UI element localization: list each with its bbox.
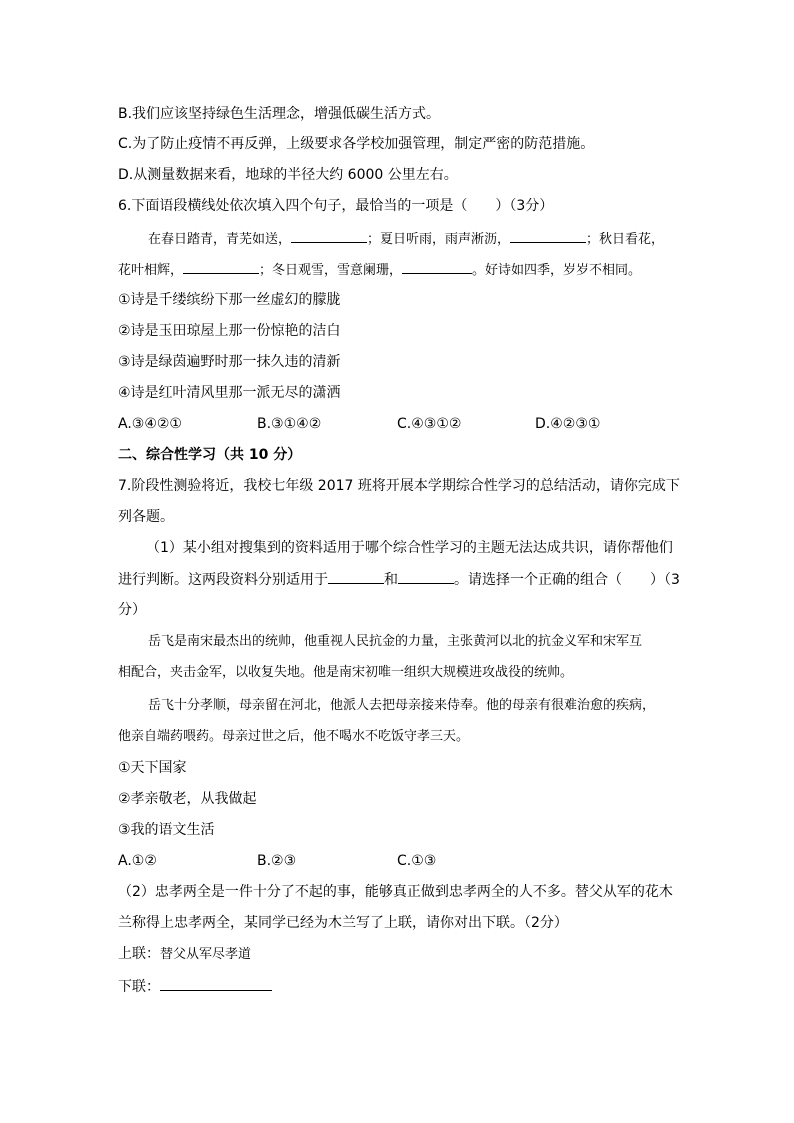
q6-sentence-4: ④诗是红叶清风里那一派无尽的潇洒 — [118, 385, 341, 401]
q7-stem-line2: 列各题。 — [118, 509, 174, 525]
q7-option-b: B.②③ — [257, 853, 297, 869]
q6-passage-text: ；秋日看花， — [586, 232, 665, 247]
q6-sentence-2: ②诗是玉田琼屋上那一份惊艳的洁白 — [118, 323, 341, 339]
q5-option-b: B.我们应该坚持绿色生活理念，增强低碳生活方式。 — [118, 106, 441, 122]
q6-passage-text: 。好诗如四季，岁岁不相同。 — [472, 263, 642, 278]
q6-passage-text: 花叶相辉， — [118, 263, 184, 278]
q6-stem: 6.下面语段横线处依次填入四个句子，最恰当的一项是（ ）（3分） — [118, 198, 554, 214]
material-1-line1: 岳飞是南宋最杰出的统帅，他重视人民抗金的力量，主张黄河以北的抗金义军和宋军互 — [148, 634, 643, 649]
q7-part1-text: 。请选择一个正确的组合（ ）（3 — [454, 572, 680, 588]
q6-option-c: C.④③①② — [397, 416, 462, 432]
q7-option-a: A.①② — [118, 853, 157, 869]
answer-blank — [183, 259, 259, 274]
q6-sentence-3: ③诗是绿茵遍野时那一抹久违的清新 — [118, 354, 341, 370]
lower-couplet-label: 下联： — [118, 979, 160, 995]
q7-part1-line2 — [118, 569, 680, 590]
q6-passage-line1 — [148, 228, 664, 250]
answer-blank — [398, 569, 454, 584]
q5-option-d: D.从测量数据来看，地球的半径大约 6000 公里左右。 — [118, 167, 458, 183]
q7-part1-text: 和 — [384, 572, 398, 588]
q7-topic-2: ②孝亲敬老，从我做起 — [118, 791, 257, 807]
q6-option-d: D.④②③① — [535, 416, 601, 432]
material-1-line2: 相配合，夹击金军，以收复失地。他是南宋初唯一组织大规模进攻战役的统帅。 — [118, 665, 574, 680]
q7-part2-line2: 兰称得上忠孝两全，某同学已经为木兰写了上联，请你对出下联。（2分） — [118, 915, 568, 931]
q6-sentence-1: ①诗是千缕缤纷下那一丝虚幻的朦胧 — [118, 292, 341, 308]
q7-stem-line1: 7.阶段性测验将近，我校七年级 2017 班将开展本学期综合性学习的总结活动，请你完成下 — [118, 478, 680, 494]
answer-blank — [510, 228, 586, 243]
lower-couplet — [118, 976, 272, 997]
answer-blank — [291, 228, 367, 243]
lower-couplet-answer-blank — [160, 976, 272, 991]
answer-blank — [328, 569, 384, 584]
upper-couplet-text: 替父从军尽孝道 — [160, 947, 252, 962]
upper-couplet — [118, 944, 251, 965]
q6-option-a: A.③④②① — [118, 416, 182, 432]
q6-passage-text: ；夏日听雨，雨声淅沥， — [367, 232, 511, 247]
q7-part1-text: 进行判断。这两段资料分别适用于 — [118, 572, 328, 588]
q7-part1-line1: （1）某小组对搜集到的资料适用于哪个综合性学习的主题无法达成共识，请你帮他们 — [146, 540, 673, 556]
q7-topic-3: ③我的语文生活 — [118, 822, 215, 838]
q7-topic-1: ①天下国家 — [118, 760, 187, 776]
q5-option-c: C.为了防止疫情不再反弹，上级要求各学校加强管理，制定严密的防范措施。 — [118, 136, 595, 152]
material-2-line1: 岳飞十分孝顺，母亲留在河北，他派人去把母亲接来侍奉。他的母亲有很难治愈的疾病， — [148, 698, 656, 713]
answer-blank — [402, 259, 472, 274]
material-2-line2: 他亲自端药喂药。母亲过世之后，他不喝水不吃饭守孝三天。 — [118, 729, 470, 744]
q7-option-c: C.①③ — [397, 853, 437, 869]
section-2-title: 二、综合性学习（共 10 分） — [118, 447, 302, 463]
q7-part2-line1: （2）忠孝两全是一件十分了不起的事，能够真正做到忠孝两全的人不多。替父从军的花木 — [118, 884, 673, 900]
q6-passage-text: 在春日踏青，青芜如送， — [148, 232, 292, 247]
q6-passage-text: ；冬日观雪，雪意阑珊， — [259, 263, 403, 278]
q6-passage-line2 — [118, 259, 641, 281]
upper-couplet-label: 上联： — [118, 946, 160, 962]
q6-option-b: B.③①④② — [257, 416, 322, 432]
q7-part1-line3: 分） — [118, 602, 146, 618]
